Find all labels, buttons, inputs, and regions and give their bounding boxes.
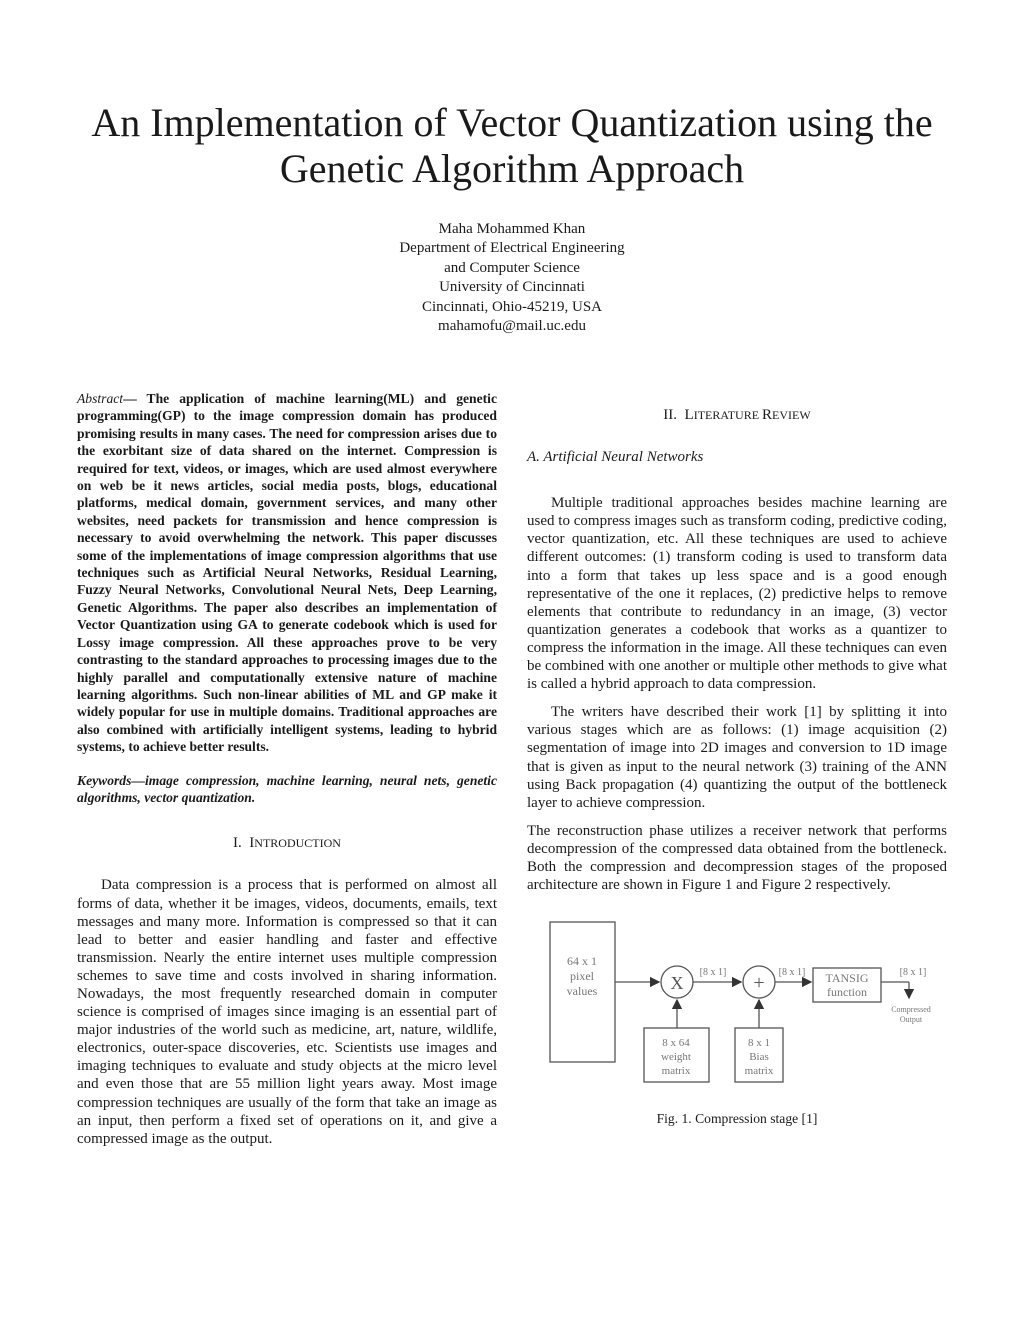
abstract	[77, 390, 497, 756]
left-column	[77, 390, 497, 1148]
keywords: Keywords—image compression, machine learning, neural nets, genetic algorithms, vector quantization.	[77, 772, 497, 805]
weight-label-2: weight	[661, 1051, 691, 1064]
section-title-rest: NTRODUCTION	[254, 836, 341, 851]
right-column	[527, 390, 947, 1128]
section-title-initial: L	[684, 407, 694, 423]
author-dept-1: Department of Electrical Engineering	[399, 240, 625, 257]
section-heading-literature-review	[527, 406, 947, 424]
bias-label-3: matrix	[744, 1065, 774, 1078]
author-university: University of Cincinnati	[439, 279, 585, 296]
figure-1	[527, 910, 947, 1110]
lit-paragraph-1: Multiple traditional approaches besides machine learning are used to compress images such as transform coding, predictive coding, vector quantization, etc. All these techniques are used to achieve different outcomes: (1) transform coding is used to transform data into a form that takes up less space and is a good enough representative of the one it replaces, (2) predictive helps to remove elements that contribute to redundancy in an image, (3) vector quantization generates a codebook that works as a quantizer to compress the information in the image. All these techniques can even be combined with one another or multiple other methods to give what is called a hybrid approach to data compression.	[527, 495, 947, 693]
dim-label-1: [8 x 1]	[699, 967, 727, 979]
plus-symbol: +	[753, 972, 765, 995]
compression-diagram	[527, 910, 947, 1110]
author-email: mahamofu@mail.uc.edu	[438, 318, 586, 335]
input-label-2: pixel	[570, 969, 594, 984]
tansig-label-1: TANSIG	[825, 971, 869, 986]
section-number: II.	[663, 407, 678, 423]
title-line-1: An Implementation of Vector Quantization using the	[91, 100, 933, 145]
paper-title	[40, 100, 984, 192]
weight-label-1: 8 x 64	[662, 1037, 690, 1050]
bias-label-1: 8 x 1	[748, 1037, 770, 1050]
input-label-1: 64 x 1	[567, 954, 597, 969]
title-line-2: Genetic Algorithm Approach	[279, 146, 745, 191]
section-title-initial: I	[249, 835, 255, 852]
section-heading-introduction	[77, 834, 497, 852]
subsection-heading: A. Artificial Neural Networks	[527, 449, 704, 466]
output-label-2: Output	[899, 1015, 923, 1025]
bias-label-2: Bias	[749, 1051, 769, 1064]
figure-1-caption: Fig. 1. Compression stage [1]	[656, 1111, 818, 1127]
abstract-text: The application of machine learning(ML) and genetic programming(GP) to the image compression domain has produced promising results in many cases. The need for compression arises due to the exorbitant size of data shared on the internet. Compression is required for text, videos, or images, which are used almost everywhere on web be it news articles, social media posts, blogs, educational platforms, medical domain, government services, and many other websites, need packets for transmission and hence compression is necessary to avoid overwhelming the network. This paper discusses some of the implementations of image compression algorithms that use techniques such as Artificial Neural Networks, Residual Learning, Fuzzy Neural Networks, Convolutional Neural Nets, Deep Learning, Genetic Algorithms. The paper also describes an implementation of Vector Quantization using GA to generate codebook which is used for Lossy image compression. All these approaches prove to be very contrasting to the standard approaches to processing images due to the highly parallel and computationally extensive nature of machine learning algorithms. Such non-linear abilities of ML and GP make it widely popular for use in multiple domains. Traditional approaches are also combined with artificially intelligent systems, leading to hybrid systems, to achieve better results.	[77, 391, 497, 755]
section-number: I.	[233, 835, 242, 852]
author-city: Cincinnati, Ohio-45219, USA	[422, 298, 602, 315]
author-dept-2: and Computer Science	[444, 259, 580, 276]
section-title-initial-2: R	[762, 407, 773, 423]
weight-label-3: matrix	[661, 1065, 691, 1078]
dim-label-3: [8 x 1]	[899, 967, 927, 979]
abstract-label: Abstract	[77, 391, 124, 406]
section-title-rest: EVIEW	[772, 408, 811, 422]
lit-paragraph-2: The writers have described their work [1] by splitting it into various stages which are as follows: (1) image acquisition (2) segmentation of image into 2D images and conversion to 1D image that is given as input to the neural network (3) training of the ANN using Back propagation (4) quantizing the output of the bottleneck layer to achieve compression.	[527, 704, 947, 811]
output-label-1: Compressed	[891, 1005, 931, 1015]
abstract-dash: —	[123, 391, 137, 406]
input-label-3: values	[566, 984, 598, 999]
author-block	[262, 220, 762, 336]
multiply-symbol: X	[670, 973, 684, 994]
intro-paragraph: Data compression is a process that is performed on almost all forms of data, whether it be images, videos, documents, emails, text messages and many more. Information is compressed so that it can lead to better and easier handling and faster and effective transmission. Nearly the entire internet uses multiple compression schemes to save time and costs involved in sharing information. Nowadays, the most frequently researched domain in computer science is comprised of images since imaging is an essential part of major industries of the world such as medicine, art, nature, wildlife, electronics, outer-space discoveries, etc. Scientists use images and imaging techniques to evaluate and study objects at the micro level and even those that are 55 million light years away. Most image compression techniques are usually of the form that take an image as an input, then perform a fixed set of operations on it, and give a compressed image as the output.	[77, 877, 497, 1147]
dim-label-2: [8 x 1]	[778, 967, 806, 979]
author-name: Maha Mohammed Khan	[438, 221, 586, 237]
lit-paragraph-3: The reconstruction phase utilizes a receiver network that performs decompression of the compressed data obtained from the bottleneck. Both the compression and decompression stages of the proposed architecture are shown in Figure 1 and Figure 2 respectively.	[527, 822, 947, 894]
tansig-label-2: function	[827, 985, 867, 1000]
section-title-mid: ITERATURE	[693, 408, 763, 422]
